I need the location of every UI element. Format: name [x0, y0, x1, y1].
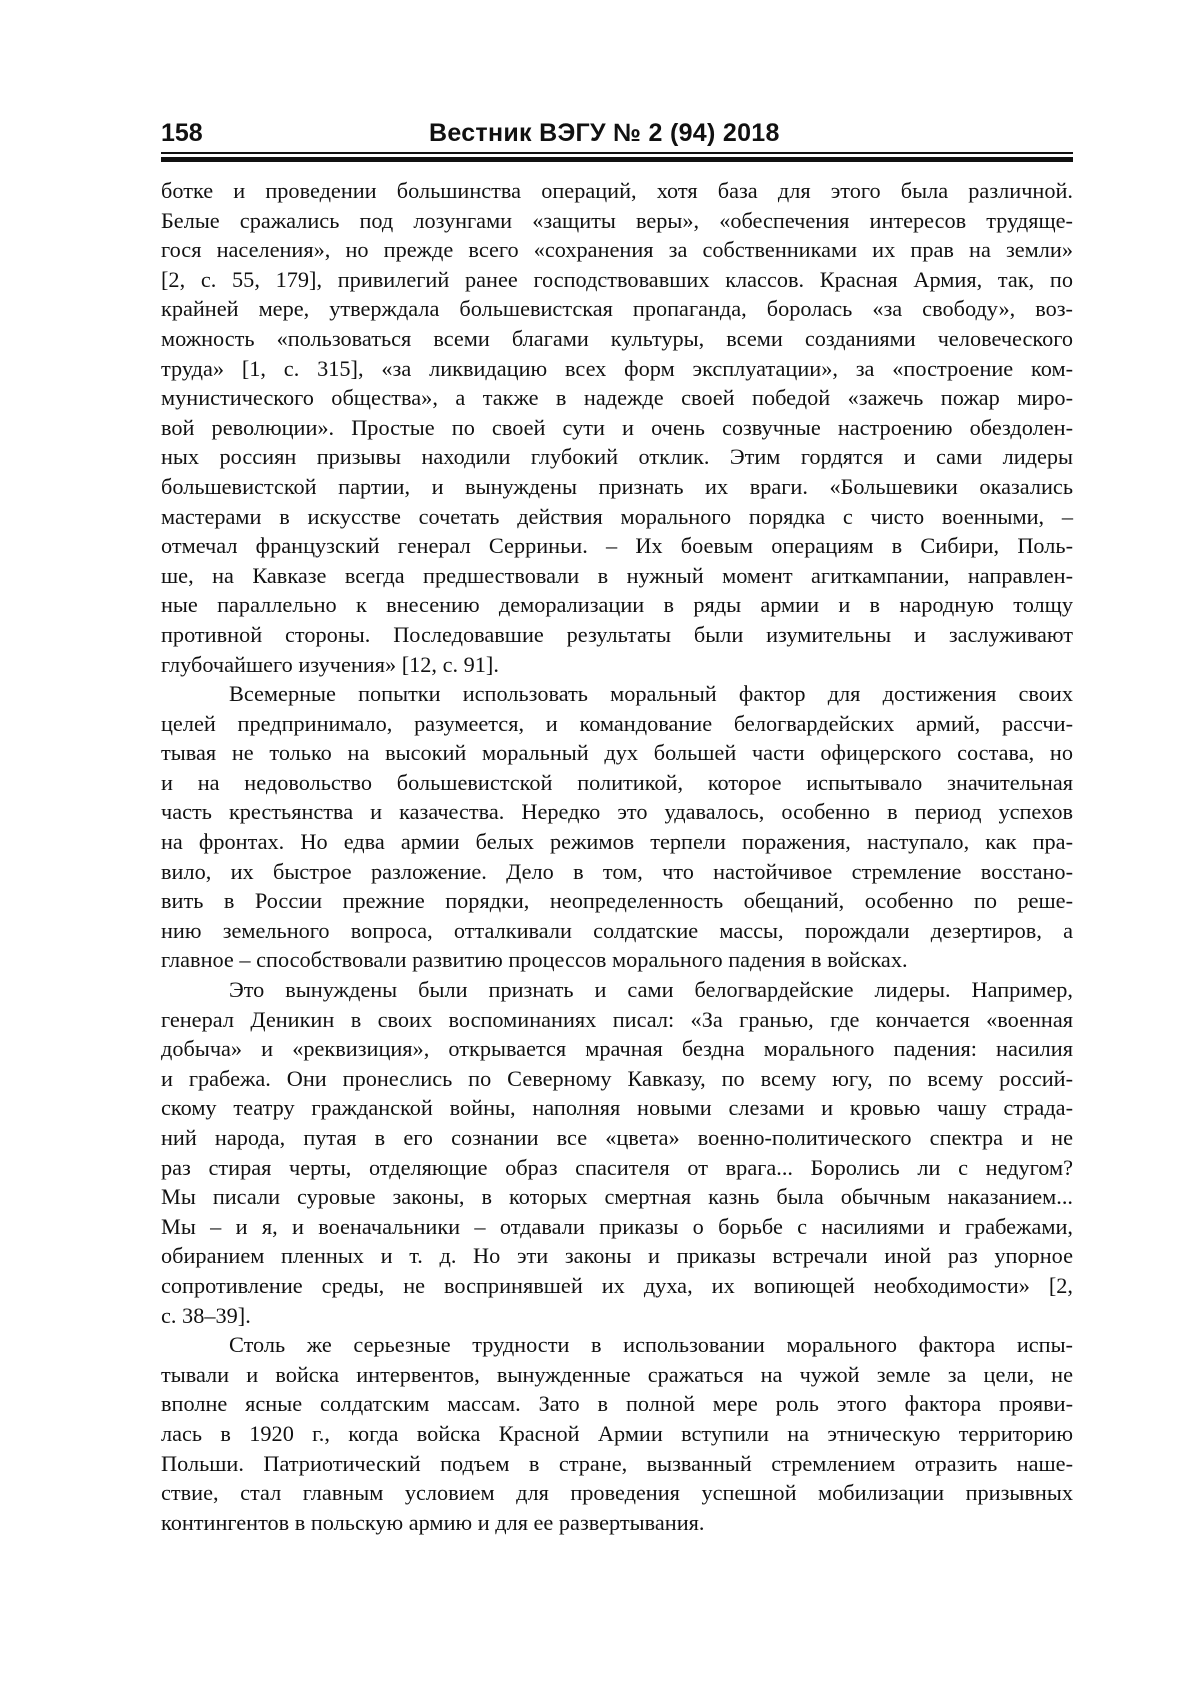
text-line: обиранием пленных и т. д. Но эти законы и приказы встречали иной раз упорное — [161, 1243, 1073, 1269]
text-line: ний народа, путая в его сознании все «цвета» военно-политического спектра и не — [161, 1125, 1073, 1150]
text-line: вило, их быстрое разложение. Дело в том, что настойчивое стремление восстано- — [161, 858, 1073, 884]
journal-title: Вестник ВЭГУ № 2 (94) 2018 — [429, 119, 780, 147]
text-line: главное – способствовали развитию процессов морального падения в войсках. — [161, 947, 908, 973]
text-line: крайней мере, утверждала большевистская пропаганда, боролась «за свободу», воз- — [161, 296, 1073, 322]
text-line: раз стирая черты, отделяющие образ спасителя от врага... Боролись ли с недугом? — [161, 1154, 1073, 1180]
text-line: гося населения», но прежде всего «сохранения за собственниками их прав на земли» — [161, 237, 1073, 263]
text-line: на фронтах. Но едва армии белых режимов терпели поражения, наступало, как пра- — [161, 829, 1073, 855]
paragraph — [161, 679, 1073, 975]
text-line: противной стороны. Последовавшие результаты были изумительны и заслуживают — [161, 621, 1073, 647]
header-rule-thin — [161, 152, 1073, 154]
text-line: Мы – и я, и военачальники – отдавали приказы о борьбе с насилиями и грабежами, — [161, 1213, 1073, 1239]
text-line: и грабежа. Они пронеслись по Северному Кавказу, по всему югу, по всему россий- — [161, 1065, 1073, 1091]
text-line: мастерами в искусстве сочетать действия морального порядка с чисто военными, – — [161, 503, 1073, 529]
text-line: и на недовольство большевистской политикой, которое испытывало значительная — [161, 769, 1073, 795]
text-line: вой революции». Простые по своей сути и очень созвучные настроению обездолен- — [161, 414, 1073, 440]
text-line: генерал Деникин в своих воспоминаниях писал: «За гранью, где кончается «военная — [161, 1006, 1073, 1032]
text-line: мунистического общества», а также в надежде своей победой «зажечь пожар миро- — [161, 385, 1073, 411]
text-line: ных россиян призывы находили глубокий отклик. Этим гордятся и сами лидеры — [161, 444, 1073, 470]
text-line: ше, на Кавказе всегда предшествовали в нужный момент агиткампании, направлен- — [161, 562, 1073, 588]
text-line: ствие, стал главным условием для проведения успешной мобилизации призывных — [161, 1480, 1073, 1506]
text-line: Польши. Патриотический подъем в стране, вызванный стремлением отразить наше- — [161, 1450, 1073, 1476]
text-line: глубочайшего изучения» [12, с. 91]. — [161, 651, 499, 677]
text-line: тывали и войска интервентов, вынужденные сражаться на чужой земле за цели, не — [161, 1361, 1073, 1387]
text-line: большевистской партии, и вынуждены признать их враги. «Большевики оказались — [161, 473, 1073, 499]
text-line: Столь же серьезные трудности в использовании морального фактора испы- — [229, 1332, 1073, 1358]
text-line: ные параллельно к внесению деморализации в ряды армии и в народную толщу — [161, 592, 1073, 618]
text-line: тывая не только на высокий моральный дух большей части офицерского состава, но — [161, 740, 1073, 766]
text-line: Это вынуждены были признать и сами белогвардейские лидеры. Например, — [229, 977, 1073, 1003]
page-number: 158 — [161, 119, 203, 147]
header-rule-thick — [161, 157, 1073, 162]
text-line: вить в России прежние порядки, неопределенность обещаний, особенно по реше- — [161, 888, 1073, 914]
text-line: часть крестьянства и казачества. Нередко это удавалось, особенно в период успехов — [161, 799, 1073, 825]
text-line: добыча» и «реквизиция», открывается мрачная бездна морального падения: насилия — [161, 1036, 1073, 1062]
text-line: [2, с. 55, 179], привилегий ранее господствовавших классов. Красная Армия, так, по — [161, 266, 1073, 292]
text-line: ботке и проведении большинства операций, хотя база для этого была различной. — [161, 178, 1073, 203]
running-header — [161, 116, 1073, 150]
paragraph — [161, 176, 1073, 679]
text-line: Всемерные попытки использовать моральный фактор для достижения своих — [229, 681, 1073, 707]
text-line: контингентов в польскую армию и для ее развертывания. — [161, 1509, 705, 1535]
text-line: сопротивление среды, не воспринявшей их духа, их вопиющей необходимости» [2, — [161, 1272, 1073, 1298]
paragraph — [161, 1330, 1073, 1537]
text-line: скому театру гражданской войны, наполняя новыми слезами и кровью чашу страда- — [161, 1095, 1073, 1121]
paragraph — [161, 975, 1073, 1330]
text-line: Мы писали суровые законы, в которых смертная казнь была обычным наказанием... — [161, 1184, 1073, 1210]
text-line: нию земельного вопроса, отталкивали солдатские массы, порождали дезертиров, а — [161, 917, 1073, 943]
text-line: можность «пользоваться всеми благами культуры, всеми созданиями человеческого — [161, 325, 1073, 351]
text-line: с. 38–39]. — [161, 1302, 251, 1328]
text-line: целей предпринимало, разумеется, и командование белогвардейских армий, рассчи- — [161, 710, 1073, 736]
text-line: Белые сражались под лозунгами «защиты веры», «обеспечения интересов трудяще- — [161, 207, 1073, 233]
text-line: труда» [1, с. 315], «за ликвидацию всех форм эксплуатации», за «построение ком- — [161, 355, 1073, 381]
text-line: вполне ясные солдатским массам. Зато в полной мере роль этого фактора прояви- — [161, 1391, 1073, 1417]
article-body — [161, 176, 1073, 1537]
text-line: отмечал французский генерал Серриньи. – Их боевым операциям в Сибири, Поль- — [161, 533, 1073, 559]
text-line: лась в 1920 г., когда войска Красной Армии вступили на этническую территорию — [161, 1420, 1073, 1446]
